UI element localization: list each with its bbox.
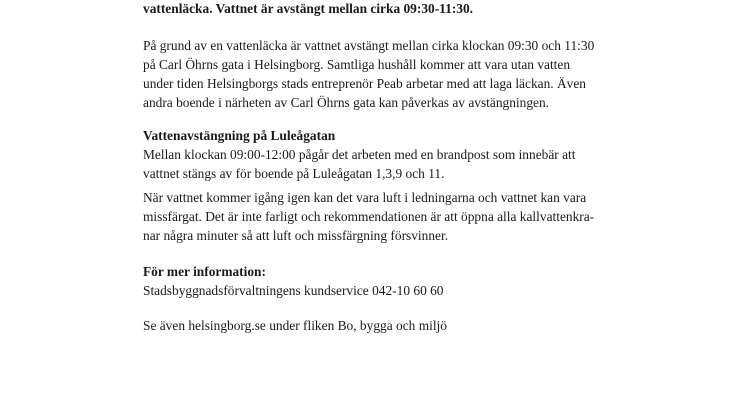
see-also-text: Se även helsingborg.se under fliken Bo, bygga och miljö [143,318,447,333]
section-title: Vattenavstängning på Luleågatan [143,128,336,143]
heading-line: vattenläcka. Vattnet är avstängt mellan cirka 09:30-11:30. [143,1,474,16]
paragraph-line: Mellan klockan 09:00-12:00 pågår det arbeten med en brandpost som innebär att [143,147,576,162]
paragraph-leak-info [143,36,623,112]
section-title: För mer information: [143,264,266,279]
paragraph-line: på Carl Öhrns gata i Helsingborg. Samtliga hushåll kommer att vara utan vatten [143,57,571,72]
section-more-information [143,262,623,300]
paragraph-line: När vattnet kommer igång igen kan det vara luft i ledningarna och vattnet kan vara [143,190,587,205]
contact-line: Stadsbyggnadsförvaltningens kundservice 042-10 60 60 [143,283,444,298]
heading-continuation [143,0,623,18]
paragraph-line: nar några minuter så att luft och missfärgning försvinner. [143,228,449,243]
see-also-line [143,316,623,335]
paragraph-line: andra boende i närheten av Carl Öhrns gata kan påverkas av avstängningen. [143,95,550,110]
paragraph-line: under tiden Helsingborgs stads entreprenör Peab arbetar med att laga läckan. Även [143,76,586,91]
paragraph-water-quality [143,188,623,245]
paragraph-line: missfärgat. Det är inte farligt och rekommendationen är att öppna alla kallvattenkra- [143,209,595,224]
paragraph-line: På grund av en vattenläcka är vattnet avstängt mellan cirka klockan 09:30 och 11:30 [143,38,595,53]
paragraph-line: vattnet stängs av för boende på Luleågatan 1,3,9 och 11. [143,166,445,181]
section-luleagatan [143,126,623,183]
